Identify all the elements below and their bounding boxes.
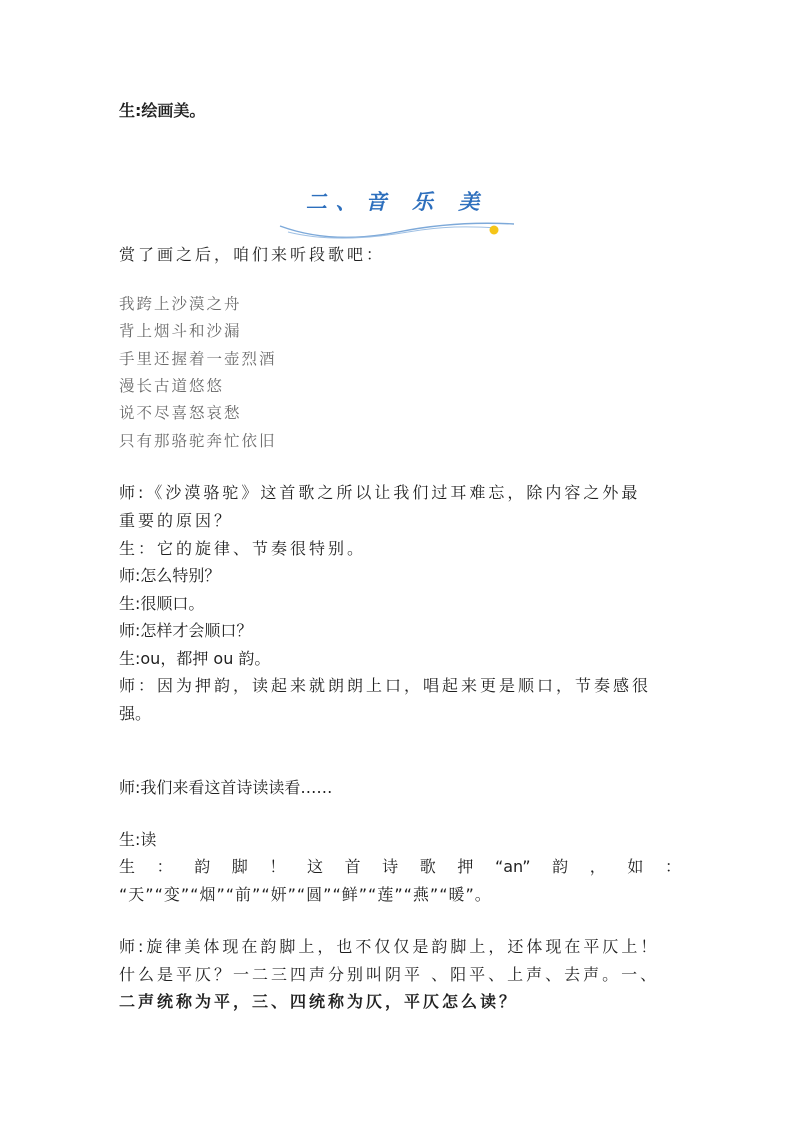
rhyme-token: ，: [589, 857, 606, 876]
rhyme-token: 押: [457, 857, 474, 876]
poem-line: 背上烟斗和沙漏: [119, 322, 242, 340]
rhyme-token: “an”: [494, 857, 531, 876]
rhyme-token: ：: [156, 857, 173, 876]
rhyme-line: [119, 856, 681, 878]
dialogue-line: 生：它的旋律、节奏很特别。: [119, 539, 367, 558]
poem-line: 说不尽喜怒哀愁: [119, 404, 242, 422]
dialogue-line: 师:怎么特别？: [119, 566, 221, 585]
student-read-line: 生:读: [119, 830, 157, 849]
dialogue-line: 生:ou，都押 ou 韵。: [119, 649, 271, 668]
closing-line: 二声统称为平，三、四统称为仄，平仄怎么读？: [119, 992, 519, 1011]
teacher-read-line: 师:我们来看这首诗读读看……: [119, 778, 333, 797]
rhyme-token: ：: [664, 857, 681, 876]
poem-line: 我跨上沙漠之舟: [119, 295, 242, 313]
rhyme-token: 韵: [552, 857, 569, 876]
rhyme-examples: “天”“变”“烟”“前”“妍”“圆”“鲜”“莲”“燕”“暖”。: [119, 885, 492, 904]
rhyme-token: ！: [269, 857, 286, 876]
rhyme-token: 生: [119, 857, 136, 876]
rhyme-token: 歌: [419, 857, 436, 876]
dialogue-line: 师:《沙漠骆驼》这首歌之所以让我们过耳难忘，除内容之外最: [119, 483, 641, 502]
dialogue-line: 强。: [119, 704, 152, 723]
section-heading: 二、音 乐 美: [305, 190, 489, 214]
closing-line: 师:旋律美体现在韵脚上，也不仅仅是韵脚上，还体现在平仄上！: [119, 937, 660, 956]
rhyme-token: 韵: [194, 857, 211, 876]
rhyme-token: 如: [627, 857, 644, 876]
wave-divider-icon: [278, 218, 518, 242]
closing-line: 什么是平仄？一二三四声分别叫阴平 、阳平、上声、去声。一、: [119, 965, 660, 984]
lead-in: 赏了画之后，咱们来听段歌吧：: [119, 245, 386, 264]
poem-line: 只有那骆驼奔忙依旧: [119, 432, 277, 450]
rhyme-token: 诗: [382, 857, 399, 876]
dialogue-line: 生:很顺口。: [119, 594, 205, 613]
dialogue-line: 师:怎样才会顺口？: [119, 621, 253, 640]
poem-line: 漫长古道悠悠: [119, 377, 225, 395]
rhyme-token: 首: [344, 857, 361, 876]
rhyme-token: 这: [306, 857, 323, 876]
rhyme-token: 脚: [231, 857, 248, 876]
intro-line: 生:绘画美。: [119, 101, 206, 120]
poem-line: 手里还握着一壶烈酒: [119, 350, 277, 368]
dialogue-line: 重要的原因？: [119, 511, 234, 530]
dialogue-line: 师：因为押韵，读起来就朗朗上口，唱起来更是顺口，节奏感很: [119, 676, 652, 695]
accent-dot-icon: [490, 226, 499, 235]
